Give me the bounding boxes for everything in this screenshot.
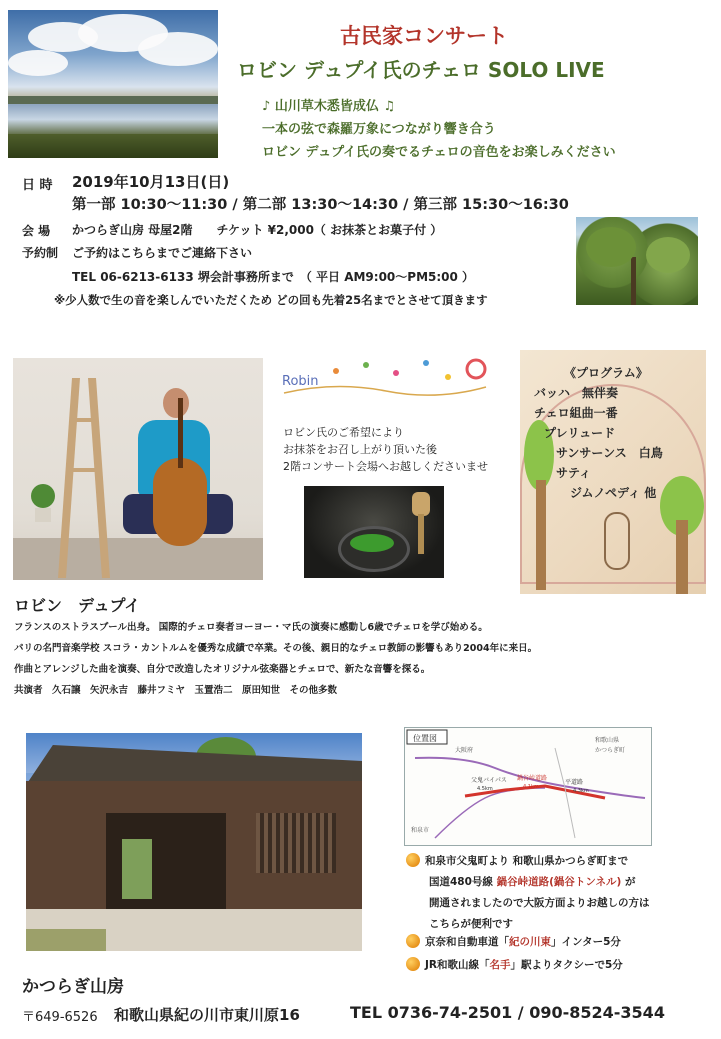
venue-ticket: かつらぎ山房 母屋2階 チケット ¥2,000（ お抹茶とお菓子付 ）	[72, 223, 443, 237]
access-line-1: 和泉市父鬼町より 和歌山県かつらぎ町まで	[425, 855, 629, 867]
date-label: 日 時	[22, 178, 53, 193]
orange-bullet-icon	[406, 934, 420, 948]
map-label: 大阪府	[455, 747, 474, 754]
program-item: チェロ組曲一番	[534, 406, 618, 420]
profile-name: ロビン デュプイ	[14, 596, 141, 615]
program-item: プレリュード	[544, 426, 616, 440]
map-label: 和歌山県	[595, 737, 620, 744]
robin-logo-circle	[467, 360, 485, 378]
orange-bullet-icon	[406, 957, 420, 971]
map-distance: 4.1km	[523, 784, 539, 790]
robin-logo-dot	[445, 374, 451, 380]
concert-title: ロビン デュプイ氏のチェロ SOLO LIVE	[237, 58, 605, 82]
profile-line-2: パリの名門音楽学校 スコラ・カントルムを優秀な成績で卒業。その後、親日的なチェロ教師の影響もあり2004年に来日。	[14, 643, 538, 654]
tagline-3: ロビン デュプイ氏の奏でるチェロの音色をお楽しみください	[262, 145, 616, 160]
robin-logo-dot	[333, 368, 339, 374]
capacity-note: ※少人数で生の音を楽しんでいただくため どの回も先着25名までとさせて頂きます	[54, 293, 488, 307]
forest-photo	[576, 217, 698, 305]
footer-tel: TEL 0736-74-2501 / 090-8524-3544	[350, 1003, 665, 1022]
map-label: かつらぎ町	[595, 747, 626, 754]
matcha-note-2: お抹茶をお召し上がり頂いた後	[283, 443, 437, 456]
date-value: 2019年10月13日(日)	[72, 173, 230, 191]
map-title: 位置図	[413, 734, 437, 743]
profile-line-3: 作曲とアレンジした曲を演奏、自分で改造したオリジナル弦楽器とチェロで、新たな音響を探る。	[14, 664, 431, 675]
program-item: サティ	[556, 466, 592, 480]
map-label: 和泉市	[411, 827, 430, 834]
reservation-text: ご予約はこちらまでご連絡下さい	[72, 246, 253, 260]
program-board	[520, 350, 706, 594]
tagline-1: ♪ 山川草木悉皆成仏 ♫	[262, 99, 396, 114]
matcha-note-3: 2階コンサート会場へお越しくださいませ	[283, 460, 488, 473]
location-map	[404, 727, 652, 846]
program-heading: 《プログラム》	[564, 366, 648, 380]
access-line-4: こちらが便利です	[429, 918, 513, 930]
program-item: バッハ 無伴奏	[534, 386, 619, 400]
access-line-6: JR和歌山線「名手」駅よりタクシーで5分	[425, 959, 623, 971]
map-distance: 4.3km	[573, 788, 589, 794]
thatched-house-photo	[26, 733, 362, 951]
footer-venue-name: かつらぎ山房	[22, 977, 124, 997]
map-label: 平道路	[565, 779, 584, 786]
venue-label: 会 場	[22, 224, 51, 238]
robin-logo-line	[284, 386, 486, 395]
profile-line-4: 共演者 久石譲 矢沢永吉 藤井フミヤ 玉置浩二 原田知世 その他多数	[14, 685, 338, 696]
robin-logo-dot	[393, 370, 399, 376]
profile-line-1: フランスのストラスブール出身。 国際的チェロ奏者ヨーヨー・マ氏の演奏に感動し6歳でチェロを学び始める。	[14, 622, 488, 633]
robin-logo-banner	[276, 351, 496, 409]
robin-logo-text: Robin	[282, 374, 319, 389]
access-line-5: 京奈和自動車道「紀の川東」インター5分	[425, 936, 621, 948]
concert-subtitle: 古民家コンサート	[340, 24, 508, 48]
footer-address: 和歌山県紀の川市東川原16	[114, 1006, 300, 1024]
session-times: 第一部 10:30～11:30 / 第二部 13:30～14:30 / 第三部 15:30～16:30	[72, 197, 569, 213]
matcha-note-1: ロビン氏のご希望により	[283, 426, 404, 439]
map-distance: 4.5km	[477, 786, 493, 792]
footer-postal-code: 〒649-6526	[22, 1010, 98, 1025]
robin-logo-dot	[423, 360, 429, 366]
map-road	[555, 748, 575, 838]
matcha-tea-photo	[304, 486, 444, 578]
robin-logo-dot	[363, 362, 369, 368]
tagline-2: 一本の弦で森羅万象につながり響き合う	[262, 122, 496, 137]
map-label: 鍋谷峠道路	[517, 775, 548, 782]
reservation-tel: TEL 06-6213-6133 堺会計事務所まで （ 平日 AM9:00～PM5:00 ）	[72, 270, 475, 284]
access-line-3: 開通されましたので大阪方面よりお越しの方は	[429, 897, 650, 909]
program-item: ジムノペディ 他	[570, 486, 657, 500]
orange-bullet-icon	[406, 853, 420, 867]
map-label: 父鬼バイパス	[471, 777, 507, 784]
map-road	[435, 788, 545, 838]
access-line-2: 国道480号線 鍋谷峠道路(鍋谷トンネル) が	[429, 876, 636, 888]
program-item: サンサーンス 白鳥	[556, 446, 663, 460]
lake-landscape-photo	[8, 10, 218, 158]
cellist-photo	[13, 358, 263, 580]
reservation-label: 予約制	[22, 246, 59, 260]
